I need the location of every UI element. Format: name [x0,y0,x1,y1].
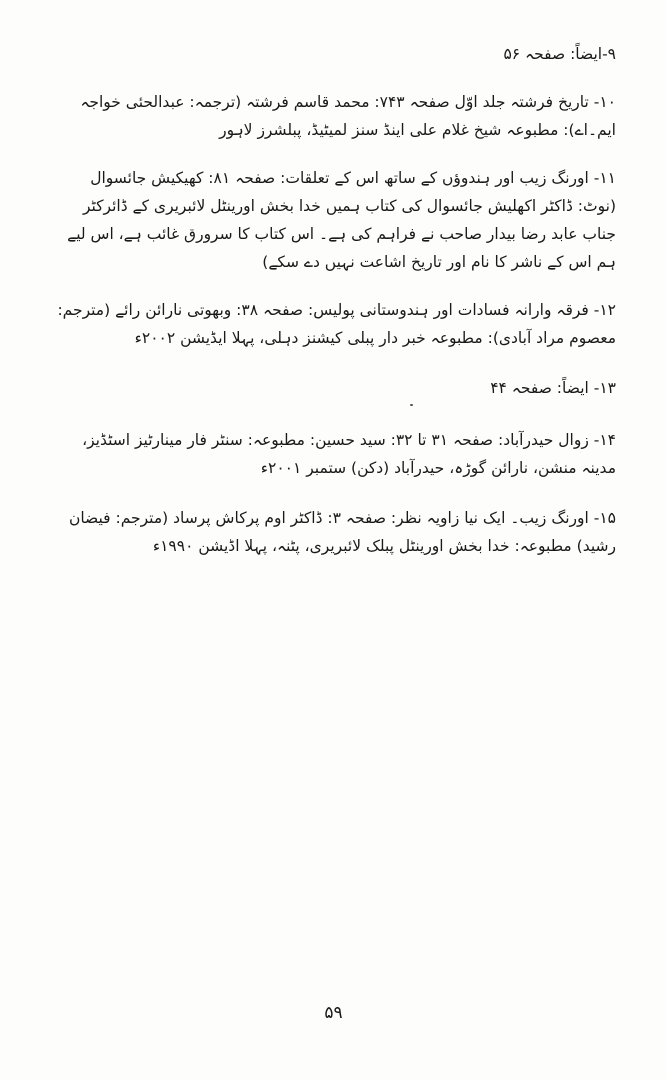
ink-speck [410,404,413,406]
endnote-15: ۱۵- اورنگ زیب۔ ایک نیا زاویہ نظر: صفحہ ۳: ڈاکٹر اوم پرکاش پرساد (مترجم: فیضان رشید) مطبوعہ: خدا بخش اورینٹل پبلک لائبریری، پٹنہ، پہلا اڈیشن ۱۹۹۰ء [68,509,616,555]
endnote-9: ۹-ایضاً: صفحہ ۵۶ [503,45,616,63]
page-number: ۵۹ [324,1003,343,1023]
endnote-12: ۱۲- فرقہ وارانہ فسادات اور ہندوستانی پولیس: صفحہ ۳۸: وبھوتی نارائن رائے (مترجم: معصوم مراد آبادی): مطبوعہ خبر دار پبلی کیشنز دہلی، پہلا ایڈیشن ۲۰۰۲ء [57,301,616,347]
endnote-11: ۱۱- اورنگ زیب اور ہندوؤں کے ساتھ اس کے تعلقات: صفحہ ۸۱: کھیکیش جائسوال (نوٹ: ڈاکٹر اکھلیش جائسوال کی کتاب ہمیں خدا بخش اورینٹل لائبریری کے ڈائرکٹر جناب عابد رضا بیدار صاحب نے فراہم کی ہے۔ اس کتاب کا سرورق غائب ہے، اس لیے ہم اس کے ناشر کا نام اور تاریخ اشاعت نہیں دے سکے) [67,169,616,271]
endnote-10: ۱۰- تاریخ فرشتہ جلد اوّل صفحہ ۷۴۳: محمد قاسم فرشتہ (ترجمہ: عبدالحئی خواجہ ایم۔اے): مطبوعہ شیخ غلام علی اینڈ سنز لمیٹیڈ، پبلشرز لاہور [80,93,616,139]
endnote-13: ۱۳- ایضاً: صفحہ ۴۴ [490,379,616,397]
endnotes-list [54,40,616,584]
endnote-14: ۱۴- زوال حیدرآباد: صفحہ ۳۱ تا ۳۲: سید حسین: مطبوعہ: سنٹر فار مینارٹیز اسٹڈیز، مدینہ منشن، نارائن گوڑہ، حیدرآباد (دکن) ستمبر ۲۰۰۱ء [82,431,616,477]
